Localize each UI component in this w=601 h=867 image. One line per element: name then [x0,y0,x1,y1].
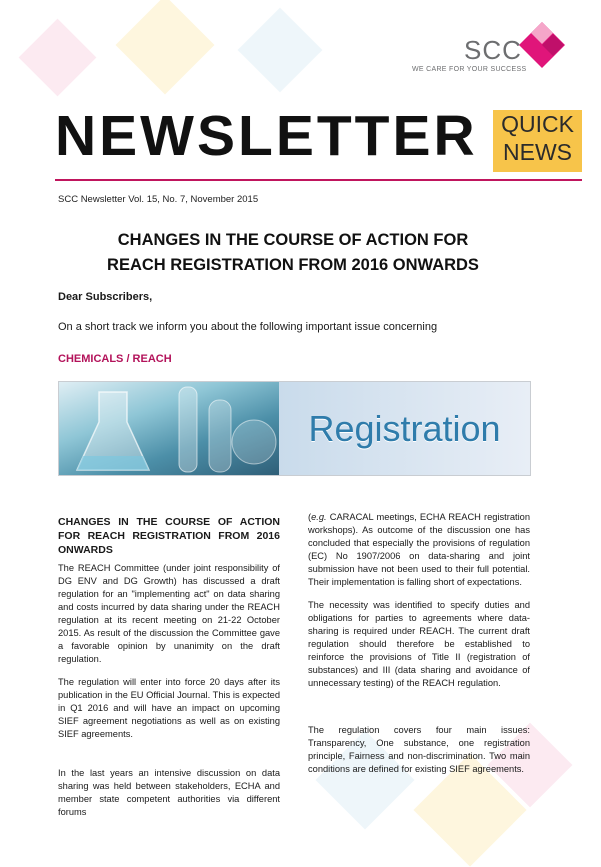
badge-line-quick: QUICK [501,111,574,137]
badge-line-news: NEWS [503,139,572,165]
quick-news-badge [493,110,582,172]
headline-line-1: CHANGES IN THE COURSE OF ACTION FOR [117,231,469,249]
headline-line-2: REACH REGISTRATION FROM 2016 ONWARDS [107,256,479,274]
category-label: CHEMICALS / REACH [58,353,172,365]
decorative-diamond-yellow [116,0,215,94]
decorative-diamond-blue [238,8,323,93]
masthead-divider [55,179,582,181]
scc-logo [410,18,575,78]
registration-banner [58,381,531,476]
article-column-1 [58,515,280,829]
paragraph: The necessity was identified to specify duties and obligations for parties to agreements where data-sharing is required under REACH. The current draft regulation should therefore be established to reinforce the provisions of Title II (registration of substances) and III (data sharing and avoidance of unnecessary testing) of the REACH regulation. [308,600,530,688]
logo-name: SCC [464,35,522,65]
headline [58,228,528,278]
logo-tagline: WE CARE FOR YOUR SUCCESS [412,66,527,73]
banner-title: Registration [279,382,530,475]
paragraph: The REACH Committee (under joint responsibility of DG ENV and DG Growth) has discussed a draft regulation for an "implementing act" on data sharing and costs incurred by data sharing under the REACH regulation at its recent meeting on 21-22 October 2015. As result of the discussion the Committee gave a favorable opinion by unanimity on the draft regulation. [58,563,280,664]
article-column-2 [308,511,530,786]
intro-text: On a short track we inform you about the following important issue concerning [58,321,438,333]
paragraph-text: CARACAL meetings, ECHA REACH registration workshops). As outcome of the discussion one has concluded that especially the provisions of regulation (EC) No 1907/2006 on data-sharing and joint submission have not been used to their full potential. Their implementation is falling short of expectations. [308,512,530,587]
greeting: Dear Subscribers, [58,291,153,303]
logo-diamond-icon [515,18,570,73]
lab-glassware-image [59,382,279,475]
issue-line: SCC Newsletter Vol. 15, No. 7, November 2015 [58,194,259,205]
flask-illustration-icon [59,382,279,475]
paragraph: In the last years an intensive discussion on data sharing was held between stakeholders, ECHA and member state competent authorities via different forums [58,768,280,817]
paragraph: The regulation will enter into force 20 days after its publication in the EU Official Journal. This is expected in Q1 2016 and will have an impact on upcoming SIEF agreement negotiations as well as on existing SIEF agreements. [58,677,280,739]
paragraph: The regulation covers four main issues: Transparency, One substance, one registration principle, Fairness and non-discrimination. Two main conditions are defined for existing SIEF agreements. [308,725,530,774]
decorative-diamond-pink [19,19,97,97]
eg-abbrev: e.g. [311,512,327,522]
paragraph: (e.g. CARACAL meetings, ECHA REACH registration workshops). As outcome of the discussion one has concluded that especially the provisions of regulation (EC) No 1907/2006 on data-sharing and joint submission have not been used to their full potential. Their implementation is falling short of expectations. [308,512,530,587]
newsletter-title: NEWSLETTER [55,104,478,168]
article-heading: CHANGES IN THE COURSE OF ACTION FOR REACH REGISTRATION FROM 2016 ONWARDS [58,516,280,556]
